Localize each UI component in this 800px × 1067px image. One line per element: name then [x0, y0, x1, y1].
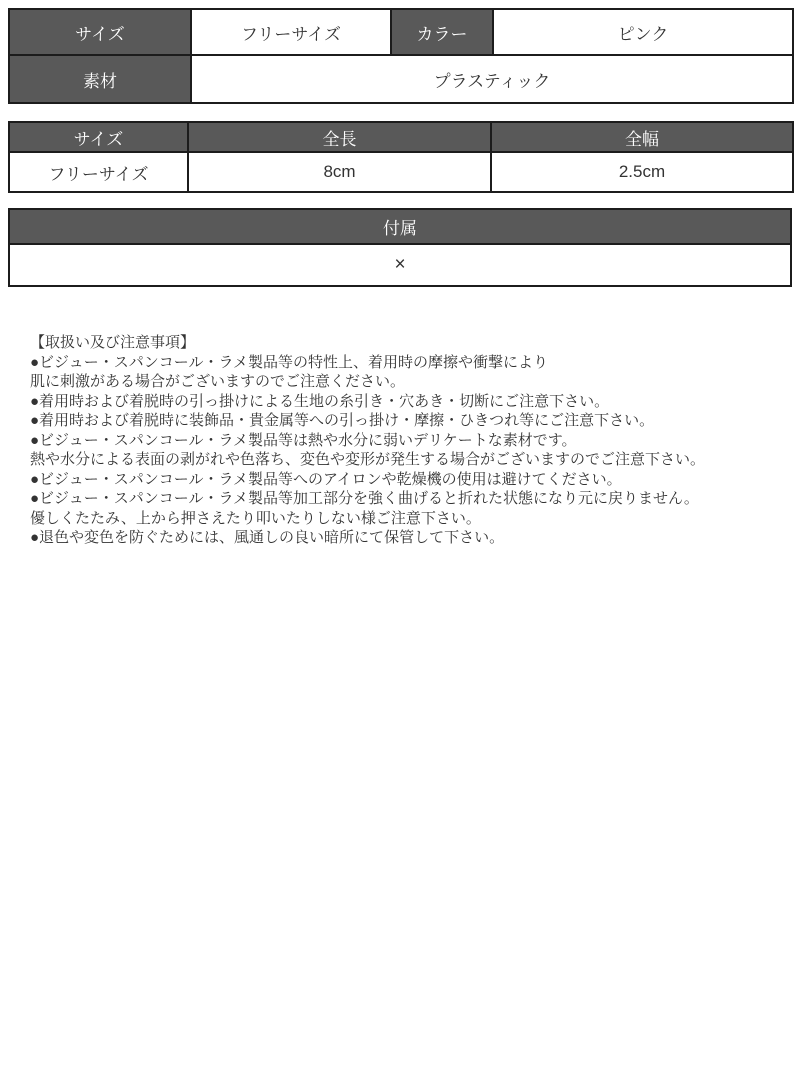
material-label-cell: 素材 — [9, 55, 191, 103]
color-value-cell: ピンク — [493, 9, 793, 55]
care-note-line: ●ビジュー・スパンコール・ラメ製品等へのアイロンや乾燥機の使用は避けてください。 — [30, 470, 622, 488]
size-value-cell: フリーサイズ — [191, 9, 391, 55]
size-color-table — [8, 8, 794, 104]
measurements-table — [8, 121, 794, 193]
accessories-table — [8, 208, 792, 287]
measurements-header-width: 全幅 — [491, 122, 793, 152]
color-label-cell: カラー — [391, 9, 493, 55]
accessories-header-cell: 付属 — [9, 209, 791, 244]
care-note-line: 肌に刺激がある場合がございますのでご注意ください。 — [30, 373, 406, 390]
care-note-line: 優しくたたみ、上から押さえたり叩いたりしない様ご注意下さい。 — [30, 509, 481, 527]
care-notes — [30, 333, 792, 548]
measurement-width-cell: 2.5cm — [491, 152, 793, 192]
care-note-line: ●着用時および着脱時に装飾品・貴金属等への引っ掛け・摩擦・ひきつれ等にご注意下さい。 — [30, 412, 655, 429]
measurement-size-cell: フリーサイズ — [9, 152, 188, 192]
care-note-line: ●ビジュー・スパンコール・ラメ製品等は熱や水分に弱いデリケートな素材です。 — [30, 431, 577, 449]
material-value-cell: プラスティック — [191, 55, 793, 103]
measurements-header-length: 全長 — [188, 122, 491, 152]
care-notes-title: 【取扱い及び注意事項】 — [30, 334, 196, 351]
table-row — [9, 152, 793, 192]
measurements-header-size: サイズ — [9, 122, 188, 152]
care-note-line: ●退色や変色を防ぐためには、風通しの良い暗所にて保管して下さい。 — [30, 529, 505, 546]
accessories-value-cell: × — [9, 244, 791, 286]
table-row — [9, 244, 791, 286]
care-note-line: ●ビジュー・スパンコール・ラメ製品等の特性上、着用時の摩擦や衝撃により — [30, 353, 549, 371]
care-note-line: 熱や水分による表面の剥がれや色落ち、変色や変形が発生する場合がございますのでご注意下さい。 — [30, 451, 706, 468]
care-note-line: ●着用時および着脱時の引っ掛けによる生地の糸引き・穴あき・切断にご注意下さい。 — [30, 392, 610, 410]
care-note-line: ●ビジュー・スパンコール・ラメ製品等加工部分を強く曲げると折れた状態になり元に戻りません。 — [30, 490, 699, 507]
measurement-length-cell: 8cm — [188, 152, 491, 192]
size-label-cell: サイズ — [9, 9, 191, 55]
